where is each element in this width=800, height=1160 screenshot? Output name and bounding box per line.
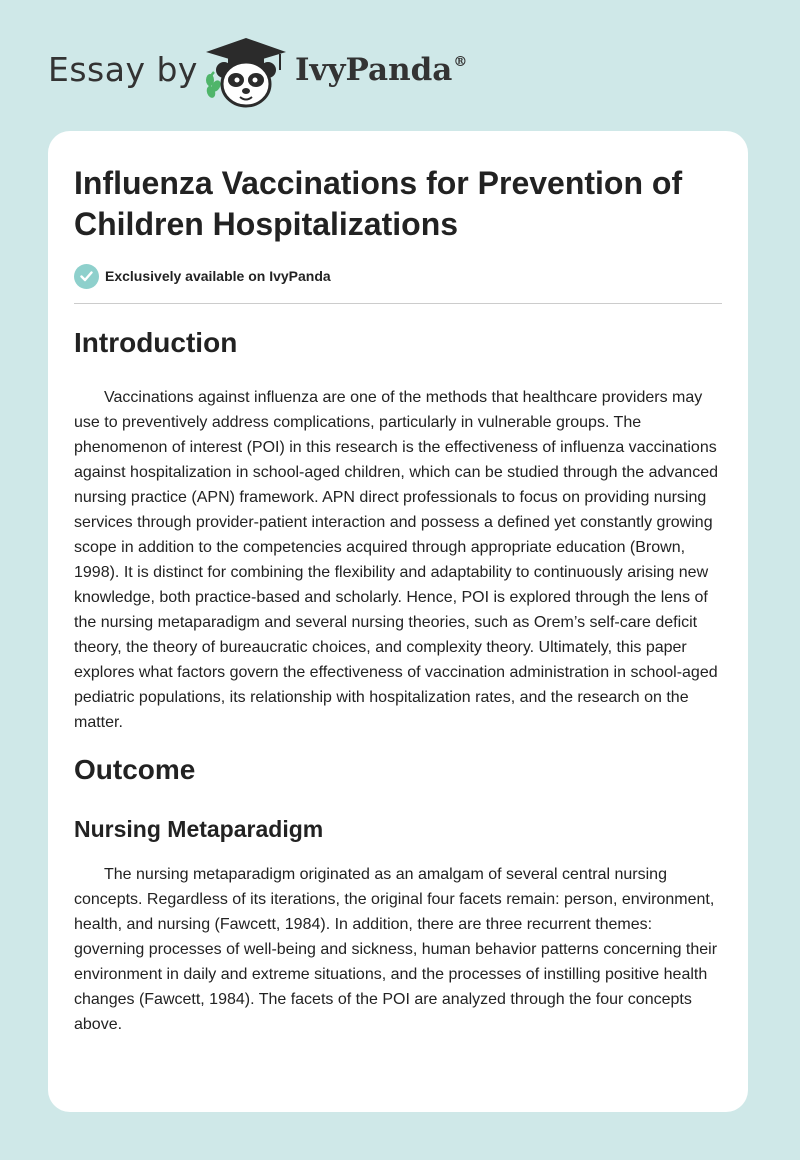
exclusive-badge bbox=[74, 263, 331, 289]
article-title: Influenza Vaccinations for Prevention of Children Hospitalizations bbox=[74, 165, 683, 242]
metaparadigm-paragraph: The nursing metaparadigm originated as an amalgam of several central nursing concepts. Regardless of its iterations, the original four facets remain: person, environment, health, and nursing (Fawcett, 1984). In addition, there are three recurrent themes: governing processes of well-being and sickness, human behavior patterns concerning their environment in daily and extreme situations, and the processes of instilling positive health changes (Fawcett, 1984). The facets of the POI are analyzed through the four concepts above. bbox=[74, 866, 718, 1033]
essay-by-label: Essay by bbox=[48, 50, 198, 89]
site-header bbox=[0, 0, 800, 130]
introduction-paragraph: Vaccinations against influenza are one of the methods that healthcare providers may use to preventively address complications, particularly in vulnerable groups. The phenomenon of interest (POI) in this research is the effectiveness of influenza vaccinations against hospitalization in school-aged children, which can be studied through the advanced nursing practice (APN) framework. APN direct professionals to focus on providing nursing services through provider-patient interaction and possess a defined yet constantly growing scope in addition to the competencies acquired through appropriate education (Brown, 1998). It is distinct for combining the flexibility and adaptability to continuously arising new knowledge, both practice-based and scholarly. Hence, POI is explored through the lens of the nursing metaparadigm and several nursing theories, such as Orem’s self-care deficit theory, the theory of bureaucratic choices, and complexity theory. Ultimately, this paper explores what factors govern the effectiveness of vaccination administration in school-aged pediatric populations, its relationship with hospitalization rates, and the research on the matter. bbox=[74, 389, 718, 731]
article-card bbox=[48, 131, 748, 1112]
badge-label: Exclusively available on IvyPanda bbox=[105, 268, 331, 284]
brand-text: IvyPanda bbox=[295, 52, 453, 88]
outcome-heading: Outcome bbox=[74, 754, 196, 785]
title-divider bbox=[74, 303, 722, 304]
check-circle-icon bbox=[74, 264, 99, 289]
brand-name[interactable] bbox=[295, 52, 467, 88]
panda-graduate-icon[interactable] bbox=[200, 34, 292, 110]
introduction-heading: Introduction bbox=[74, 327, 238, 358]
registered-mark: ® bbox=[453, 54, 468, 70]
metaparadigm-heading: Nursing Metaparadigm bbox=[74, 816, 324, 842]
